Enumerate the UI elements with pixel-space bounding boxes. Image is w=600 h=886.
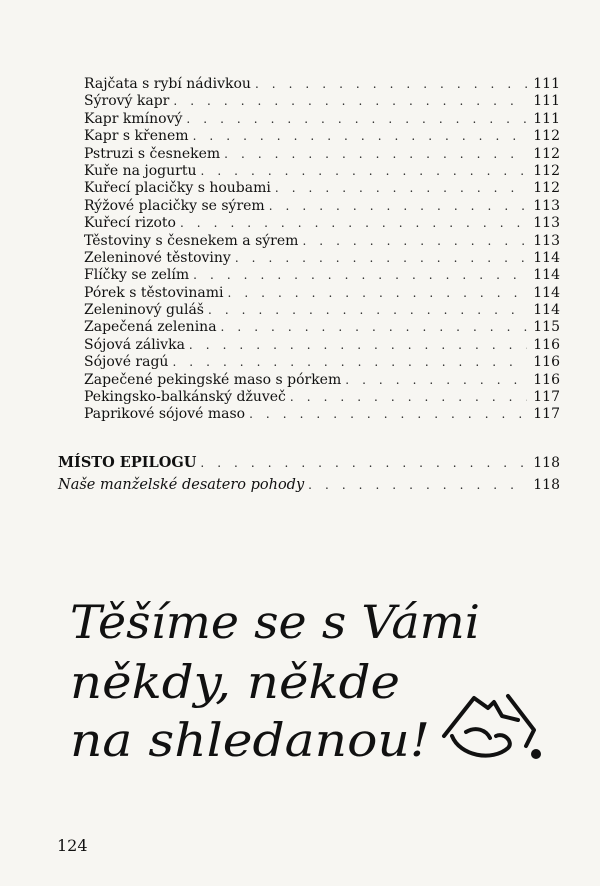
toc-entry (84, 128, 560, 145)
toc-entry-page: 113 (533, 197, 560, 214)
handwritten-note (56, 586, 556, 786)
toc-entry (84, 354, 560, 371)
epilogue-heading-title: MÍSTO EPILOGU (58, 454, 197, 471)
handwritten-line-1: Těšíme se s Vámi (70, 595, 481, 649)
toc-entry (84, 180, 560, 197)
dot-leader (200, 452, 527, 469)
epilogue-item (58, 474, 560, 496)
toc-entry-page: 111 (533, 93, 560, 110)
toc-entry-page: 112 (533, 128, 560, 145)
toc-entry-title: Zapečená zelenina (84, 319, 217, 336)
dot-leader (193, 128, 528, 145)
toc-entry-page: 112 (533, 162, 560, 179)
epilogue-heading (58, 452, 560, 474)
signature-drawing-icon (444, 696, 539, 757)
dot-leader (186, 111, 527, 128)
dot-leader (255, 76, 527, 93)
toc-entry-title: Flíčky se zelím (84, 267, 190, 284)
epilogue-section (58, 452, 560, 496)
toc-entry (84, 302, 560, 319)
toc-entry (84, 111, 560, 128)
toc-entry-page: 111 (533, 110, 560, 127)
toc-entry-title: Pstruzi s česnekem (84, 145, 221, 162)
dot-leader (224, 146, 527, 163)
epilogue-item-title: Naše manželské desatero pohody (58, 477, 305, 493)
toc-entry-page: 116 (533, 354, 560, 371)
toc-entry-title: Kuřecí placičky s houbami (84, 180, 271, 197)
toc-entry-page: 114 (533, 284, 560, 301)
toc-entry-title: Paprikové sójové maso (84, 406, 246, 423)
dot-leader (173, 93, 527, 110)
epilogue-heading-page: 118 (533, 455, 560, 471)
epilogue-item-page: 118 (533, 477, 560, 493)
toc-entry-title: Sýrový kapr (84, 93, 170, 110)
toc-entry (84, 372, 560, 389)
toc-entry-title: Sójové ragú (84, 354, 169, 371)
dot-leader (302, 233, 527, 250)
toc-entry (84, 93, 560, 110)
toc-entry (84, 233, 560, 250)
toc-entry-page: 114 (533, 267, 560, 284)
toc-entry-page: 114 (533, 302, 560, 319)
toc-entry-page: 112 (533, 180, 560, 197)
toc-entry (84, 267, 560, 284)
toc-entry-page: 117 (533, 406, 560, 423)
toc-entry (84, 146, 560, 163)
toc-entry (84, 319, 560, 336)
toc-entry-title: Těstoviny s česnekem a sýrem (84, 232, 299, 249)
toc-entry-title: Zapečené pekingské maso s pórkem (84, 371, 342, 388)
toc-entry-page: 112 (533, 145, 560, 162)
toc-entry-title: Pórek s těstovinami (84, 284, 224, 301)
toc-entry-title: Sójová zálivka (84, 336, 185, 353)
dot-leader (269, 198, 528, 215)
toc-entry (84, 406, 560, 423)
toc-entry-page: 116 (533, 371, 560, 388)
handwritten-line-2: někdy, někde (70, 655, 400, 709)
handwritten-line-3: na shledanou! (70, 713, 430, 767)
toc-entry-page: 111 (533, 76, 560, 92)
dot-leader (172, 354, 527, 371)
toc-entry-title: Kapr kmínový (84, 110, 183, 127)
toc-entry-title: Pekingsko-balkánský džuveč (84, 389, 286, 406)
page-number: 124 (57, 836, 88, 855)
toc-entry-page: 113 (533, 215, 560, 232)
toc-entry-page: 114 (533, 249, 560, 266)
dot-leader (275, 180, 527, 197)
toc-entry (84, 389, 560, 406)
dot-leader (290, 389, 527, 406)
dot-leader (235, 250, 527, 267)
toc-entry-title: Kuře na jogurtu (84, 162, 197, 179)
toc-entry-title: Kapr s křenem (84, 128, 189, 145)
dot-leader (249, 406, 527, 423)
toc-entry-page: 113 (533, 232, 560, 249)
dot-leader (345, 372, 527, 389)
toc-entry (84, 76, 560, 93)
toc-entry (84, 215, 560, 232)
toc-entry-title: Rýžové placičky se sýrem (84, 197, 265, 214)
toc-entry-title: Zeleninový guláš (84, 302, 204, 319)
toc-entry-page: 117 (533, 389, 560, 406)
dot-leader (221, 319, 528, 336)
toc-entry-title: Kuřecí rizoto (84, 215, 176, 232)
table-of-contents (84, 76, 560, 424)
dot-leader (180, 215, 527, 232)
dot-leader (208, 302, 527, 319)
toc-entry-page: 115 (533, 319, 560, 336)
toc-entry (84, 250, 560, 267)
dot-leader (227, 285, 527, 302)
toc-entry (84, 285, 560, 302)
dot-leader (308, 474, 527, 491)
toc-entry-title: Rajčata s rybí nádivkou (84, 76, 251, 92)
dot-leader (201, 163, 528, 180)
dot-leader (193, 267, 527, 284)
toc-entry-page: 116 (533, 336, 560, 353)
toc-entry (84, 163, 560, 180)
toc-entry-title: Zeleninové těstoviny (84, 249, 231, 266)
dot-leader (189, 337, 527, 354)
toc-entry (84, 337, 560, 354)
toc-entry (84, 198, 560, 215)
